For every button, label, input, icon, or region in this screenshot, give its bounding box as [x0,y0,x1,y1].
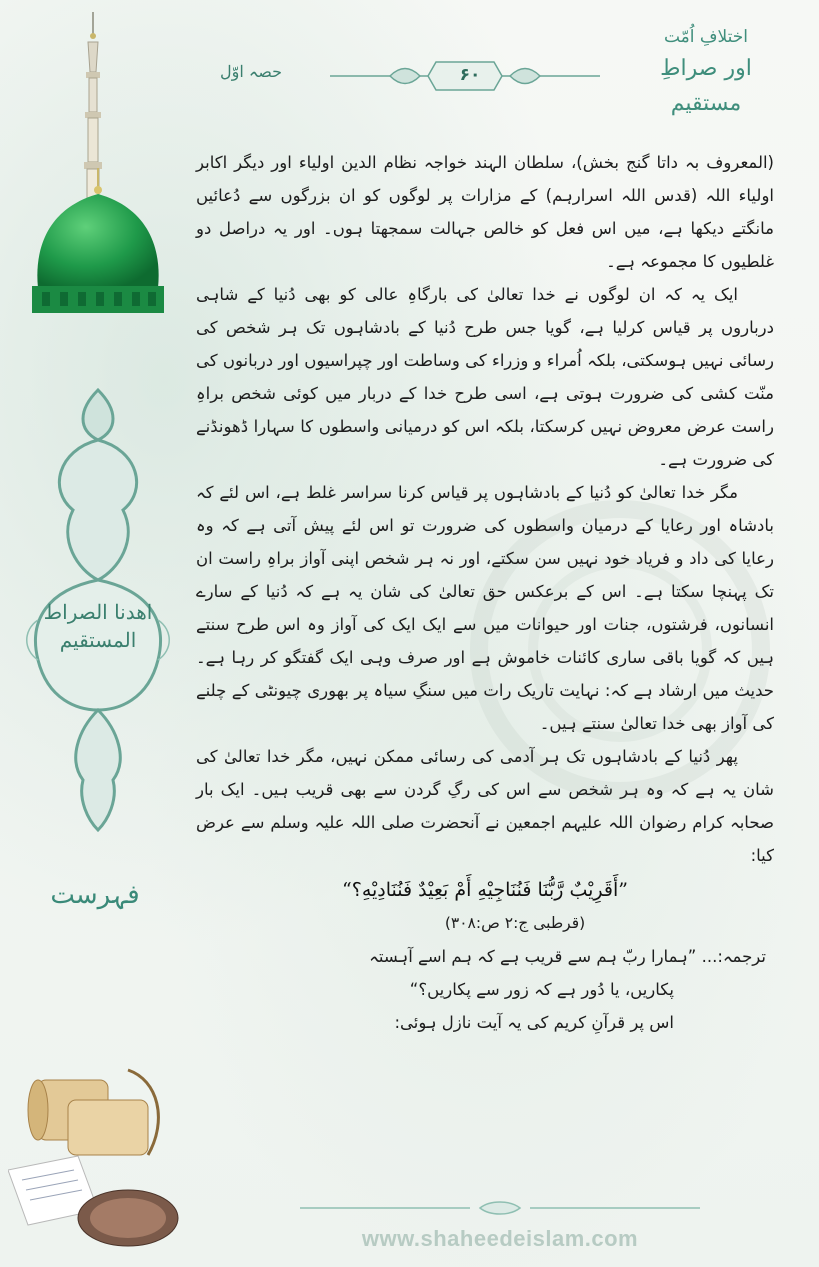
translation-line-1: ترجمہ:... ”ہمارا ربّ ہم سے قریب ہے کہ ہم اسے آہستہ [369,947,766,966]
scroll-quill-icon [8,1060,188,1250]
paragraph-1: (المعروف بہ داتا گنج بخش)، سلطان الہند خواجہ نظام الدین اولیاء اور دیگر اکابر اولیاء اللہ (قدس اللہ اسرارہم) کے مزارات پر لوگوں کو ان بزرگوں سے دُعائیں مانگتے دیکھا ہے، میں اس فعل کو خالص جہالت سمجھتا ہوں۔ اور یہ دراصل دو غلطیوں کا مجموعہ ہے۔ [196,153,774,271]
part-label: حصہ اوّل [219,62,283,81]
book-title-line1: اختلافِ اُمّت [663,27,749,47]
table-of-contents-link[interactable]: فہرست [50,880,140,910]
sidebar-motto: اھدنا الصراط المستقیم [43,600,153,652]
closing-line: اس پر قرآنِ کریم کی یہ آیت نازل ہوئی: [394,1013,674,1032]
paragraph-4: پھر دُنیا کے بادشاہوں تک ہر آدمی کی رسائی ممکن نہیں، مگر خدا تعالیٰ کی شان یہ ہے کہ وہ ہر شخص سے اس کی رگِ گردن سے بھی قریب ہیں۔ ایک بار صحابہ کرام رضوان اللہ علیہم اجمعین نے آنحضرت صلی اللہ علیہ وسلم سے عرض کیا: [196,747,774,865]
arabic-quote: ”أَقَرِيْبٌ رَّبُّنَا فَنُنَاجِيْهِ أَمْ بَعِيْدٌ فَنُنَادِيْهِ؟“ [342,879,628,901]
green-dome-icon [28,168,168,313]
paragraph-3: مگر خدا تعالیٰ کو دُنیا کے بادشاہوں پر قیاس کرنا سراسر غلط ہے، اس لئے کہ بادشاہ اور رعایا کے درمیان واسطوں کی ضرورت تو اس لئے پیش آتی ہے کہ وہ رعایا کی داد و فریاد خود نہیں سن سکتے، اور نہ ہر شخص اپنی آواز براہِ راست ان تک پہنچا سکتا ہے۔ اس کے برعکس حق تعالیٰ کی شان یہ ہے کہ دُنیا کے سارے انسانوں، فرشتوں، جنات اور حیوانات میں سے ایک ایک کی آواز وہ اس طرح سنتے ہیں کہ گویا باقی ساری کائنات خاموش ہے اور صرف وہی ایک گفتگو کر رہا ہے۔ حدیث میں ارشاد ہے کہ: نہایت تاریک رات میں سنگِ سیاہ پر بھوری چیونٹی کے چلنے کی آواز بھی خدا تعالیٰ سنتے ہیں۔ [196,483,774,733]
paragraph-2: ایک یہ کہ ان لوگوں نے خدا تعالیٰ کی بارگاہِ عالی کو بھی دُنیا کے شاہی درباروں پر قیاس کرلیا ہے، گویا جس طرح دُنیا کے بادشاہوں تک ہر شخص کی رسائی نہیں ہوسکتی، بلکہ اُمراء و وزراء کی وساطت اور چپراسیوں اور دربانوں کی منّت کشی کی ضرورت ہوتی ہے، اسی طرح خدا کے دربار میں کوئی شخص براہِ راست عرض معروض نہیں کرسکتا، بلکہ اس کو درمیانی واسطوں کا سہارا ڈھونڈنے کی ضرورت ہے۔ [196,285,774,469]
page-number: ۶۰ [459,65,481,85]
translation-line-2: پکاریں، یا دُور ہے کہ زور سے پکاریں؟“ [409,980,674,999]
reference: (قرطبی ج:۲ ص:۳۰۸) [444,914,586,932]
book-title [641,24,771,122]
book-title-line2: اور صراطِ مستقیم [660,56,752,117]
footer-ornament-icon [300,1198,700,1218]
page-content [196,146,774,1039]
website-link[interactable]: www.shaheedeislam.com [361,1226,639,1251]
